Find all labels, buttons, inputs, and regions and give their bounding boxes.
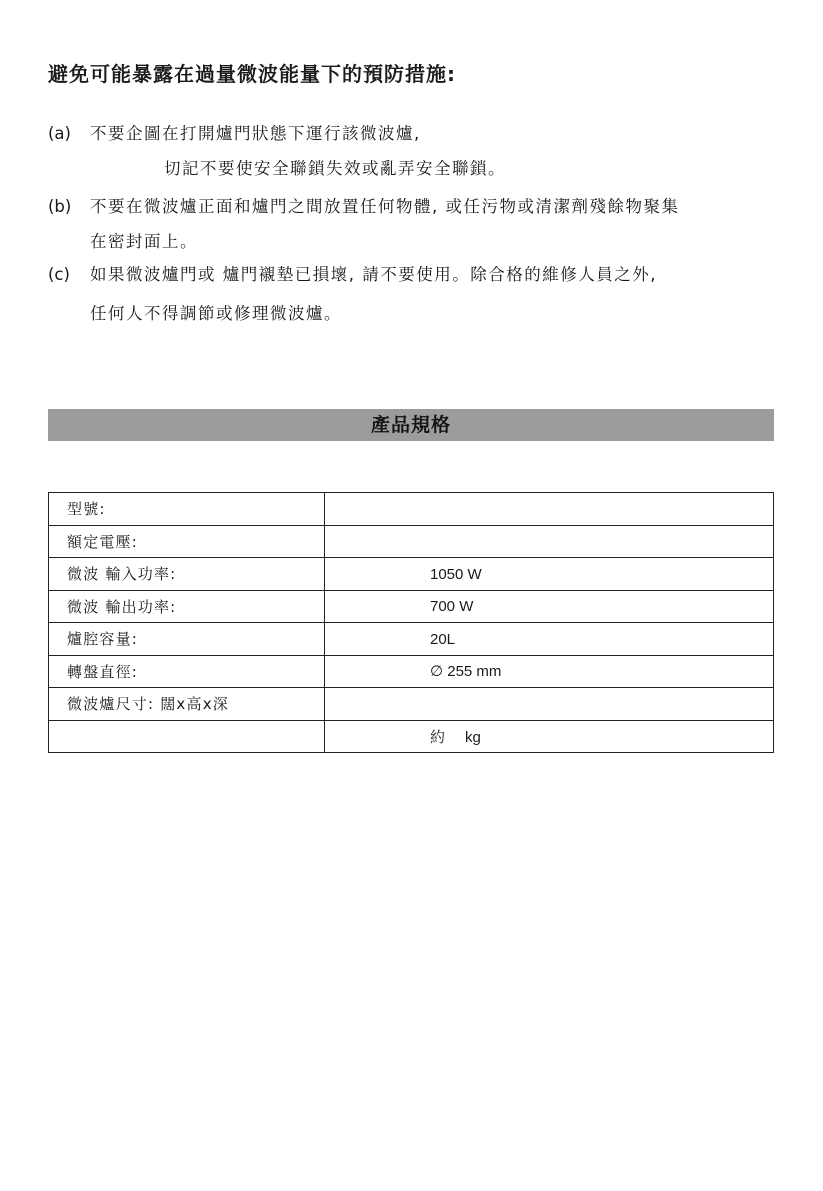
spec-value-capacity	[325, 623, 774, 656]
spec-value-input-power	[325, 558, 774, 591]
table-row	[49, 558, 774, 591]
spec-value-voltage	[325, 525, 774, 558]
precaution-b-line2: 在密封面上。	[90, 232, 198, 251]
precaution-a-line2: 切記不要使安全聯鎖失效或亂弄安全聯鎖。	[164, 159, 506, 178]
spec-value-weight	[325, 720, 774, 753]
spec-value-turntable	[325, 655, 774, 688]
precaution-b	[48, 197, 680, 217]
spec-value-capacity-text: 20L	[430, 630, 456, 648]
spec-value-input-power-text: 1050 W	[430, 565, 482, 583]
precaution-c-line2: 任何人不得調節或修理微波爐。	[90, 304, 342, 323]
spec-label-dimensions: 微波爐尺寸: 闊x高x深	[49, 688, 325, 721]
spec-label-capacity: 爐腔容量:	[49, 623, 325, 656]
table-row	[49, 688, 774, 721]
table-row	[49, 590, 774, 623]
precaution-a	[48, 124, 421, 144]
spec-label-voltage: 額定電壓:	[49, 525, 325, 558]
precaution-c-marker: (c)	[48, 265, 70, 284]
spec-label-weight	[49, 720, 325, 753]
precautions-heading: 避免可能暴露在過量微波能量下的預防措施:	[48, 62, 456, 86]
table-row	[49, 623, 774, 656]
spec-label-output-power: 微波 輸出功率:	[49, 590, 325, 623]
precaution-a-line1: 不要企圖在打開爐門狀態下運行該微波爐,	[90, 124, 421, 143]
specs-table	[48, 492, 774, 753]
precaution-c	[48, 265, 657, 285]
spec-value-weight-unit: kg	[465, 728, 481, 746]
precaution-a-marker: (a)	[48, 124, 71, 143]
spec-value-turntable-text: ∅ 255 mm	[430, 663, 502, 681]
precaution-b-marker: (b)	[48, 197, 72, 216]
table-row	[49, 525, 774, 558]
table-row	[49, 655, 774, 688]
precaution-c-line1: 如果微波爐門或 爐門襯墊已損壞, 請不要使用。除合格的維修人員之外,	[90, 265, 657, 284]
spec-value-weight-text: 約	[430, 728, 446, 746]
table-row	[49, 720, 774, 753]
spec-label-model: 型號:	[49, 493, 325, 526]
spec-label-input-power: 微波 輸入功率:	[49, 558, 325, 591]
precaution-b-line1: 不要在微波爐正面和爐門之間放置任何物體, 或任污物或清潔劑殘餘物聚集	[90, 197, 680, 216]
spec-value-model	[325, 493, 774, 526]
table-row	[49, 493, 774, 526]
spec-label-turntable: 轉盤直徑:	[49, 655, 325, 688]
spec-value-output-power	[325, 590, 774, 623]
spec-value-dimensions	[325, 688, 774, 721]
section-title-banner: 產品規格	[48, 409, 774, 441]
spec-value-output-power-text: 700 W	[430, 598, 474, 616]
